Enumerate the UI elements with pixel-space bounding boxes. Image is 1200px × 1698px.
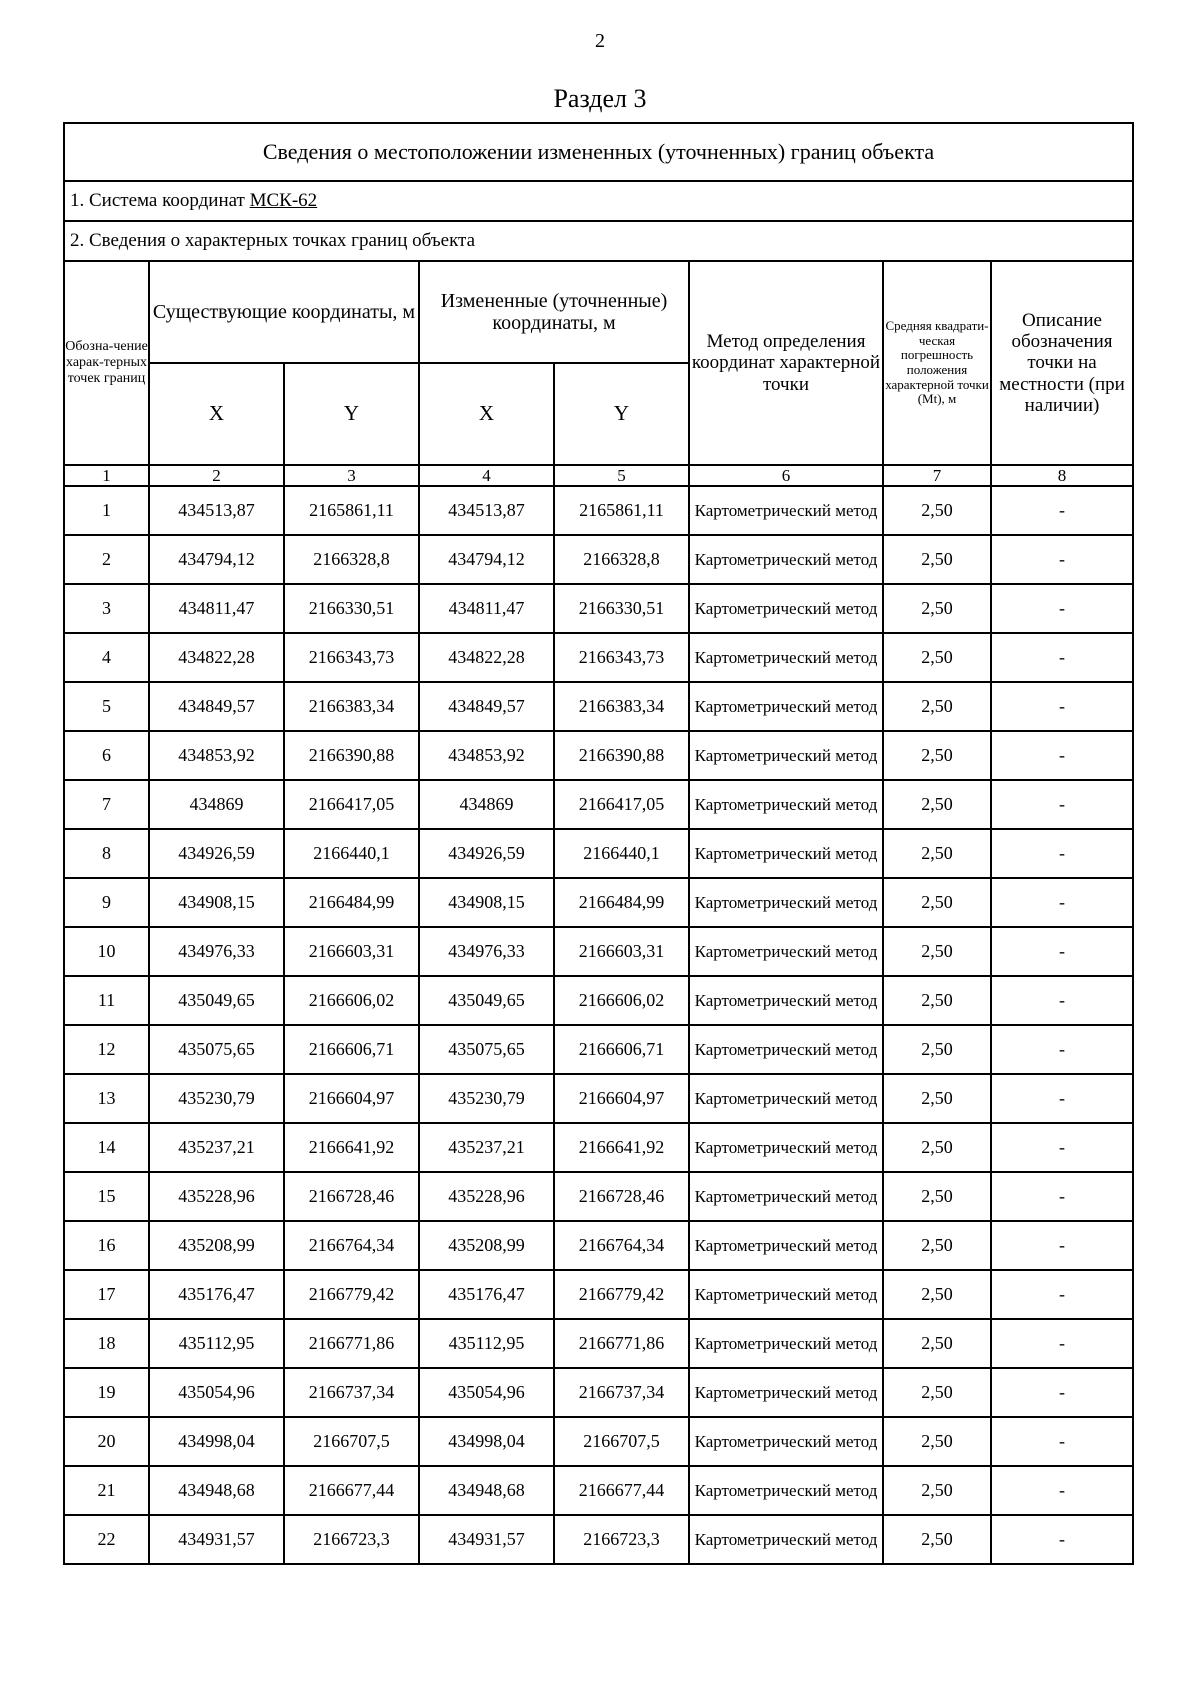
changed-y-cell: 2166603,31	[554, 927, 689, 976]
rmse-cell: 2,50	[883, 829, 991, 878]
coord-system-row	[64, 181, 1133, 221]
table-title: Сведения о местоположении измененных (уточненных) границ объекта	[64, 123, 1133, 181]
existing-y-cell: 2166383,34	[284, 682, 419, 731]
table-row	[64, 584, 1133, 633]
changed-y-cell: 2166764,34	[554, 1221, 689, 1270]
rmse-cell: 2,50	[883, 486, 991, 535]
point-number-cell: 7	[64, 780, 149, 829]
existing-y-cell: 2166440,1	[284, 829, 419, 878]
description-cell: -	[991, 1466, 1133, 1515]
existing-y-cell: 2166728,46	[284, 1172, 419, 1221]
existing-y-cell: 2166330,51	[284, 584, 419, 633]
point-number-cell: 18	[64, 1319, 149, 1368]
rmse-cell: 2,50	[883, 535, 991, 584]
changed-y-cell: 2166328,8	[554, 535, 689, 584]
rmse-cell: 2,50	[883, 927, 991, 976]
existing-x-cell: 434926,59	[149, 829, 284, 878]
col-header-existing-x: X	[149, 363, 284, 465]
table-row	[64, 1515, 1133, 1564]
changed-y-cell: 2166606,02	[554, 976, 689, 1025]
changed-y-cell: 2166677,44	[554, 1466, 689, 1515]
existing-y-cell: 2166764,34	[284, 1221, 419, 1270]
rmse-cell: 2,50	[883, 1368, 991, 1417]
changed-x-cell: 434794,12	[419, 535, 554, 584]
changed-x-cell: 435075,65	[419, 1025, 554, 1074]
point-number-cell: 1	[64, 486, 149, 535]
existing-y-cell: 2166390,88	[284, 731, 419, 780]
description-cell: -	[991, 1515, 1133, 1564]
table-row	[64, 1025, 1133, 1074]
table-row	[64, 829, 1133, 878]
existing-y-cell: 2166343,73	[284, 633, 419, 682]
changed-y-cell: 2165861,11	[554, 486, 689, 535]
description-cell: -	[991, 878, 1133, 927]
existing-x-cell: 435208,99	[149, 1221, 284, 1270]
rmse-cell: 2,50	[883, 878, 991, 927]
point-number-cell: 19	[64, 1368, 149, 1417]
point-number-cell: 17	[64, 1270, 149, 1319]
rmse-cell: 2,50	[883, 1123, 991, 1172]
changed-y-cell: 2166641,92	[554, 1123, 689, 1172]
changed-x-cell: 434998,04	[419, 1417, 554, 1466]
point-number-cell: 5	[64, 682, 149, 731]
existing-x-cell: 434811,47	[149, 584, 284, 633]
existing-x-cell: 434998,04	[149, 1417, 284, 1466]
section-title: Раздел 3	[553, 84, 647, 113]
col-header-description: Описание обозначения точки на местности (при наличии)	[991, 261, 1133, 465]
method-cell: Картометрический метод	[689, 486, 883, 535]
method-cell: Картометрический метод	[689, 1368, 883, 1417]
rmse-cell: 2,50	[883, 780, 991, 829]
existing-y-cell: 2166723,3	[284, 1515, 419, 1564]
existing-y-cell: 2166417,05	[284, 780, 419, 829]
description-cell: -	[991, 1221, 1133, 1270]
rmse-cell: 2,50	[883, 1319, 991, 1368]
changed-y-cell: 2166390,88	[554, 731, 689, 780]
point-number-cell: 8	[64, 829, 149, 878]
existing-x-cell: 434948,68	[149, 1466, 284, 1515]
changed-y-cell: 2166440,1	[554, 829, 689, 878]
changed-x-cell: 434849,57	[419, 682, 554, 731]
changed-y-cell: 2166417,05	[554, 780, 689, 829]
column-number: 5	[554, 465, 689, 486]
existing-y-cell: 2166677,44	[284, 1466, 419, 1515]
table-row	[64, 878, 1133, 927]
existing-y-cell: 2166707,5	[284, 1417, 419, 1466]
description-cell: -	[991, 780, 1133, 829]
point-number-cell: 10	[64, 927, 149, 976]
table-row	[64, 1319, 1133, 1368]
method-cell: Картометрический метод	[689, 976, 883, 1025]
existing-x-cell: 435228,96	[149, 1172, 284, 1221]
changed-x-cell: 435237,21	[419, 1123, 554, 1172]
table-row	[64, 1466, 1133, 1515]
changed-y-cell: 2166484,99	[554, 878, 689, 927]
description-cell: -	[991, 682, 1133, 731]
column-number: 4	[419, 465, 554, 486]
description-cell: -	[991, 1123, 1133, 1172]
point-number-cell: 15	[64, 1172, 149, 1221]
changed-x-cell: 434976,33	[419, 927, 554, 976]
rmse-cell: 2,50	[883, 731, 991, 780]
method-cell: Картометрический метод	[689, 682, 883, 731]
table-row	[64, 682, 1133, 731]
method-cell: Картометрический метод	[689, 1319, 883, 1368]
changed-y-cell: 2166343,73	[554, 633, 689, 682]
col-header-existing-y: Y	[284, 363, 419, 465]
changed-x-cell: 435208,99	[419, 1221, 554, 1270]
table-row	[64, 1074, 1133, 1123]
description-cell: -	[991, 1319, 1133, 1368]
changed-y-cell: 2166779,42	[554, 1270, 689, 1319]
rmse-cell: 2,50	[883, 1417, 991, 1466]
changed-x-cell: 435176,47	[419, 1270, 554, 1319]
rmse-cell: 2,50	[883, 976, 991, 1025]
changed-x-cell: 434853,92	[419, 731, 554, 780]
existing-x-cell: 435112,95	[149, 1319, 284, 1368]
changed-x-cell: 434822,28	[419, 633, 554, 682]
existing-x-cell: 434794,12	[149, 535, 284, 584]
existing-x-cell: 434869	[149, 780, 284, 829]
existing-x-cell: 434513,87	[149, 486, 284, 535]
point-number-cell: 9	[64, 878, 149, 927]
method-cell: Картометрический метод	[689, 780, 883, 829]
existing-y-cell: 2166606,02	[284, 976, 419, 1025]
description-cell: -	[991, 1074, 1133, 1123]
method-cell: Картометрический метод	[689, 633, 883, 682]
existing-x-cell: 434849,57	[149, 682, 284, 731]
method-cell: Картометрический метод	[689, 1025, 883, 1074]
existing-y-cell: 2166484,99	[284, 878, 419, 927]
table-row	[64, 1123, 1133, 1172]
table-body	[64, 486, 1133, 1564]
method-cell: Картометрический метод	[689, 1123, 883, 1172]
point-number-cell: 2	[64, 535, 149, 584]
method-cell: Картометрический метод	[689, 731, 883, 780]
existing-x-cell: 435075,65	[149, 1025, 284, 1074]
table-row	[64, 486, 1133, 535]
point-number-cell: 6	[64, 731, 149, 780]
changed-x-cell: 435230,79	[419, 1074, 554, 1123]
existing-x-cell: 435049,65	[149, 976, 284, 1025]
method-cell: Картометрический метод	[689, 1417, 883, 1466]
changed-x-cell: 435228,96	[419, 1172, 554, 1221]
page-number: 2	[595, 30, 605, 52]
rmse-cell: 2,50	[883, 1025, 991, 1074]
point-number-cell: 12	[64, 1025, 149, 1074]
point-number-cell: 21	[64, 1466, 149, 1515]
point-number-cell: 16	[64, 1221, 149, 1270]
column-number: 2	[149, 465, 284, 486]
rmse-cell: 2,50	[883, 1074, 991, 1123]
existing-y-cell: 2166603,31	[284, 927, 419, 976]
existing-x-cell: 434908,15	[149, 878, 284, 927]
rmse-cell: 2,50	[883, 1172, 991, 1221]
changed-x-cell: 434948,68	[419, 1466, 554, 1515]
method-cell: Картометрический метод	[689, 535, 883, 584]
table-row	[64, 1417, 1133, 1466]
points-heading: 2. Сведения о характерных точках границ объекта	[64, 221, 1133, 261]
col-header-changed-y: Y	[554, 363, 689, 465]
method-cell: Картометрический метод	[689, 829, 883, 878]
changed-x-cell: 434513,87	[419, 486, 554, 535]
existing-y-cell: 2166604,97	[284, 1074, 419, 1123]
col-header-changed-coords: Измененные (уточненные) координаты, м	[419, 261, 689, 363]
changed-x-cell: 434926,59	[419, 829, 554, 878]
rmse-cell: 2,50	[883, 1270, 991, 1319]
column-numbers-row	[64, 465, 1133, 486]
existing-x-cell: 435054,96	[149, 1368, 284, 1417]
existing-y-cell: 2166606,71	[284, 1025, 419, 1074]
table-row	[64, 976, 1133, 1025]
method-cell: Картометрический метод	[689, 1172, 883, 1221]
rmse-cell: 2,50	[883, 584, 991, 633]
col-header-method: Метод определения координат характерной точки	[689, 261, 883, 465]
coord-system-label: 1. Система координат	[70, 190, 245, 211]
changed-y-cell: 2166383,34	[554, 682, 689, 731]
description-cell: -	[991, 829, 1133, 878]
col-header-point: Обозна-чение харак-терных точек границ	[64, 261, 149, 465]
table-row	[64, 780, 1133, 829]
point-number-cell: 20	[64, 1417, 149, 1466]
changed-x-cell: 435054,96	[419, 1368, 554, 1417]
point-number-cell: 13	[64, 1074, 149, 1123]
method-cell: Картометрический метод	[689, 927, 883, 976]
description-cell: -	[991, 486, 1133, 535]
description-cell: -	[991, 1270, 1133, 1319]
column-number: 1	[64, 465, 149, 486]
description-cell: -	[991, 584, 1133, 633]
method-cell: Картометрический метод	[689, 878, 883, 927]
existing-x-cell: 434853,92	[149, 731, 284, 780]
col-header-existing-coords: Существующие координаты, м	[149, 261, 419, 363]
col-header-rmse: Средняя квадрати-ческая погрешность положения характерной точки (Mt), м	[883, 261, 991, 465]
rmse-cell: 2,50	[883, 1466, 991, 1515]
changed-x-cell: 434869	[419, 780, 554, 829]
existing-x-cell: 435230,79	[149, 1074, 284, 1123]
column-number: 3	[284, 465, 419, 486]
rmse-cell: 2,50	[883, 633, 991, 682]
changed-x-cell: 434908,15	[419, 878, 554, 927]
changed-x-cell: 434811,47	[419, 584, 554, 633]
point-number-cell: 14	[64, 1123, 149, 1172]
description-cell: -	[991, 1025, 1133, 1074]
changed-y-cell: 2166723,3	[554, 1515, 689, 1564]
existing-x-cell: 434931,57	[149, 1515, 284, 1564]
existing-y-cell: 2166779,42	[284, 1270, 419, 1319]
changed-y-cell: 2166737,34	[554, 1368, 689, 1417]
existing-x-cell: 435237,21	[149, 1123, 284, 1172]
method-cell: Картометрический метод	[689, 1515, 883, 1564]
column-number: 6	[689, 465, 883, 486]
table-row	[64, 731, 1133, 780]
changed-y-cell: 2166330,51	[554, 584, 689, 633]
method-cell: Картометрический метод	[689, 1466, 883, 1515]
method-cell: Картометрический метод	[689, 1074, 883, 1123]
method-cell: Картометрический метод	[689, 1221, 883, 1270]
description-cell: -	[991, 633, 1133, 682]
existing-y-cell: 2166771,86	[284, 1319, 419, 1368]
description-cell: -	[991, 1417, 1133, 1466]
description-cell: -	[991, 976, 1133, 1025]
method-cell: Картометрический метод	[689, 1270, 883, 1319]
boundary-table	[63, 122, 1134, 1565]
existing-y-cell: 2166737,34	[284, 1368, 419, 1417]
existing-x-cell: 435176,47	[149, 1270, 284, 1319]
point-number-cell: 22	[64, 1515, 149, 1564]
method-cell: Картометрический метод	[689, 584, 883, 633]
table-row	[64, 1221, 1133, 1270]
description-cell: -	[991, 535, 1133, 584]
description-cell: -	[991, 927, 1133, 976]
changed-x-cell: 435112,95	[419, 1319, 554, 1368]
rmse-cell: 2,50	[883, 682, 991, 731]
coord-system-value: МСК-62	[249, 190, 318, 211]
changed-y-cell: 2166606,71	[554, 1025, 689, 1074]
changed-y-cell: 2166707,5	[554, 1417, 689, 1466]
changed-y-cell: 2166728,46	[554, 1172, 689, 1221]
existing-y-cell: 2166641,92	[284, 1123, 419, 1172]
column-number: 7	[883, 465, 991, 486]
table-row	[64, 1172, 1133, 1221]
existing-x-cell: 434976,33	[149, 927, 284, 976]
changed-y-cell: 2166604,97	[554, 1074, 689, 1123]
col-header-changed-x: X	[419, 363, 554, 465]
changed-x-cell: 435049,65	[419, 976, 554, 1025]
table-row	[64, 535, 1133, 584]
description-cell: -	[991, 1368, 1133, 1417]
point-number-cell: 3	[64, 584, 149, 633]
changed-x-cell: 434931,57	[419, 1515, 554, 1564]
point-number-cell: 4	[64, 633, 149, 682]
existing-y-cell: 2166328,8	[284, 535, 419, 584]
rmse-cell: 2,50	[883, 1515, 991, 1564]
rmse-cell: 2,50	[883, 1221, 991, 1270]
table-row	[64, 633, 1133, 682]
table-row	[64, 927, 1133, 976]
description-cell: -	[991, 731, 1133, 780]
existing-x-cell: 434822,28	[149, 633, 284, 682]
changed-y-cell: 2166771,86	[554, 1319, 689, 1368]
column-number: 8	[991, 465, 1133, 486]
existing-y-cell: 2165861,11	[284, 486, 419, 535]
point-number-cell: 11	[64, 976, 149, 1025]
description-cell: -	[991, 1172, 1133, 1221]
table-row	[64, 1270, 1133, 1319]
table-row	[64, 1368, 1133, 1417]
